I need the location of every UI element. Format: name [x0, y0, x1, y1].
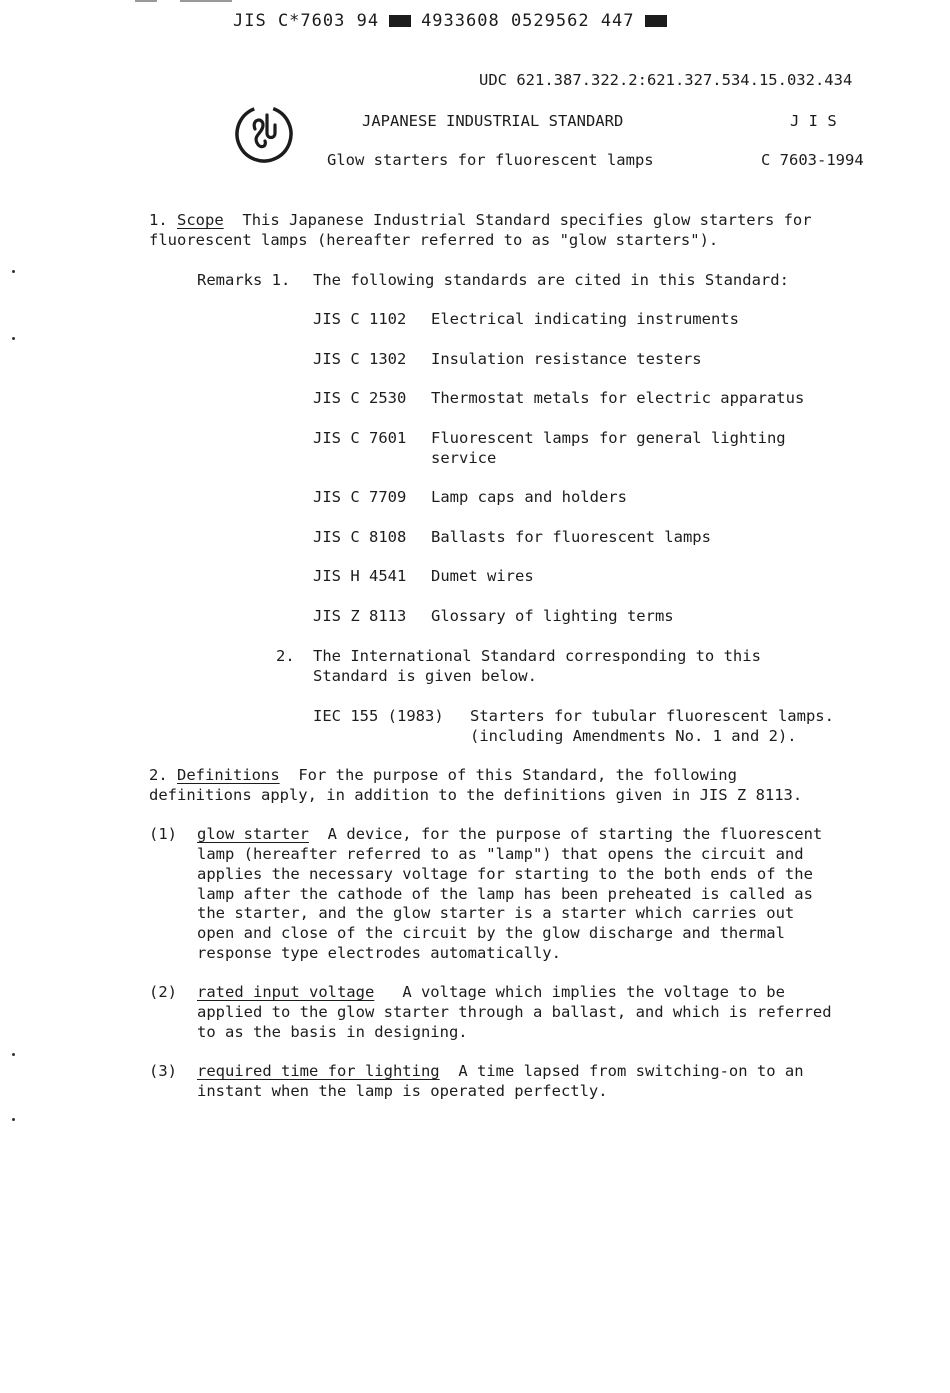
- remark-2-text: The International Standard corresponding to this: [313, 647, 761, 665]
- cited-title: Dumet wires: [431, 567, 534, 585]
- definition-text: lamp after the cathode of the lamp has been preheated is called as: [197, 885, 813, 903]
- cited-code: JIS C 8108: [313, 528, 407, 546]
- definition-text: open and close of the circuit by the glow discharge and thermal: [197, 924, 785, 942]
- definition-number: (2): [149, 983, 177, 1001]
- iec-title: Starters for tubular fluorescent lamps.: [470, 707, 834, 725]
- code-part-1: JIS C*7603 94: [233, 11, 380, 31]
- cited-title: Electrical indicating instruments: [431, 310, 739, 328]
- scan-speck: [12, 270, 15, 273]
- scan-edge-mark: [135, 0, 157, 2]
- scan-speck: [12, 1053, 15, 1056]
- code-part-2: 4933608 0529562 447: [421, 11, 635, 31]
- definition-text: applies the necessary voltage for starting to the both ends of the: [197, 865, 813, 883]
- section-heading-scope: Scope: [177, 211, 224, 229]
- jis-mark-text: J I S: [790, 112, 837, 130]
- cited-title: Glossary of lighting terms: [431, 607, 674, 625]
- remark-2-number: 2.: [276, 647, 295, 665]
- cited-code: JIS C 1302: [313, 350, 407, 368]
- cited-title: Lamp caps and holders: [431, 488, 627, 506]
- cited-code: JIS C 7709: [313, 488, 407, 506]
- scan-speck: [12, 337, 15, 340]
- cited-code: JIS H 4541: [313, 567, 407, 585]
- section-1-heading-line: [149, 210, 812, 230]
- definition-term: rated input voltage: [197, 983, 375, 1001]
- document-code-line: [233, 11, 667, 31]
- definition-term: required time for lighting: [197, 1062, 440, 1080]
- definition-first-line: [197, 1061, 804, 1081]
- section-text: definitions apply, in addition to the definitions given in JIS Z 8113.: [149, 786, 803, 804]
- definition-number: (1): [149, 825, 177, 843]
- definition-text: response type electrodes automatically.: [197, 944, 561, 962]
- definition-text: applied to the glow starter through a ballast, and which is referred: [197, 1003, 832, 1021]
- definition-text: A device, for the purpose of starting the fluorescent: [327, 825, 823, 843]
- block-mark-icon: [645, 15, 667, 27]
- document-number: C 7603-1994: [761, 151, 864, 169]
- definition-text: A voltage which implies the voltage to be: [402, 983, 785, 1001]
- section-heading-definitions: Definitions: [177, 766, 280, 784]
- definition-text: lamp (hereafter referred to as "lamp") that opens the circuit and: [197, 845, 804, 863]
- remark-2-text: Standard is given below.: [313, 667, 537, 685]
- remarks-label: Remarks 1.: [197, 271, 291, 289]
- scan-edge-mark: [180, 0, 232, 2]
- block-mark-icon: [389, 15, 411, 27]
- section-text: fluorescent lamps (hereafter referred to as "glow starters").: [149, 231, 719, 249]
- org-title: JAPANESE INDUSTRIAL STANDARD: [362, 112, 624, 130]
- cited-code: JIS C 7601: [313, 429, 407, 447]
- section-text: This Japanese Industrial Standard specifies glow starters for: [242, 211, 812, 229]
- cited-title: Thermostat metals for electric apparatus: [431, 389, 805, 407]
- definition-text: to as the basis in designing.: [197, 1023, 468, 1041]
- document-title: Glow starters for fluorescent lamps: [327, 151, 654, 169]
- definition-number: (3): [149, 1062, 177, 1080]
- jis-mark-icon: [233, 103, 295, 165]
- udc-number: UDC 621.387.322.2:621.327.534.15.032.434: [479, 71, 853, 89]
- section-2-heading-line: [149, 765, 737, 785]
- definition-first-line: [197, 982, 785, 1002]
- definition-term: glow starter: [197, 825, 309, 843]
- definition-text: A time lapsed from switching-on to an: [458, 1062, 804, 1080]
- definition-text: instant when the lamp is operated perfectly.: [197, 1082, 608, 1100]
- cited-code: JIS C 1102: [313, 310, 407, 328]
- cited-title: Insulation resistance testers: [431, 350, 702, 368]
- cited-title: Fluorescent lamps for general lighting service: [431, 429, 786, 467]
- section-number: 2.: [149, 766, 168, 784]
- definition-text: the starter, and the glow starter is a starter which carries out: [197, 904, 795, 922]
- iec-code: IEC 155 (1983): [313, 707, 444, 725]
- cited-title: Ballasts for fluorescent lamps: [431, 528, 711, 546]
- cited-code: JIS C 2530: [313, 389, 407, 407]
- section-text: For the purpose of this Standard, the following: [298, 766, 737, 784]
- iec-title: (including Amendments No. 1 and 2).: [470, 727, 797, 745]
- cited-code: JIS Z 8113: [313, 607, 407, 625]
- section-number: 1.: [149, 211, 168, 229]
- definition-first-line: [197, 824, 822, 844]
- scan-speck: [12, 1118, 15, 1121]
- remarks-intro: The following standards are cited in this Standard:: [313, 271, 789, 289]
